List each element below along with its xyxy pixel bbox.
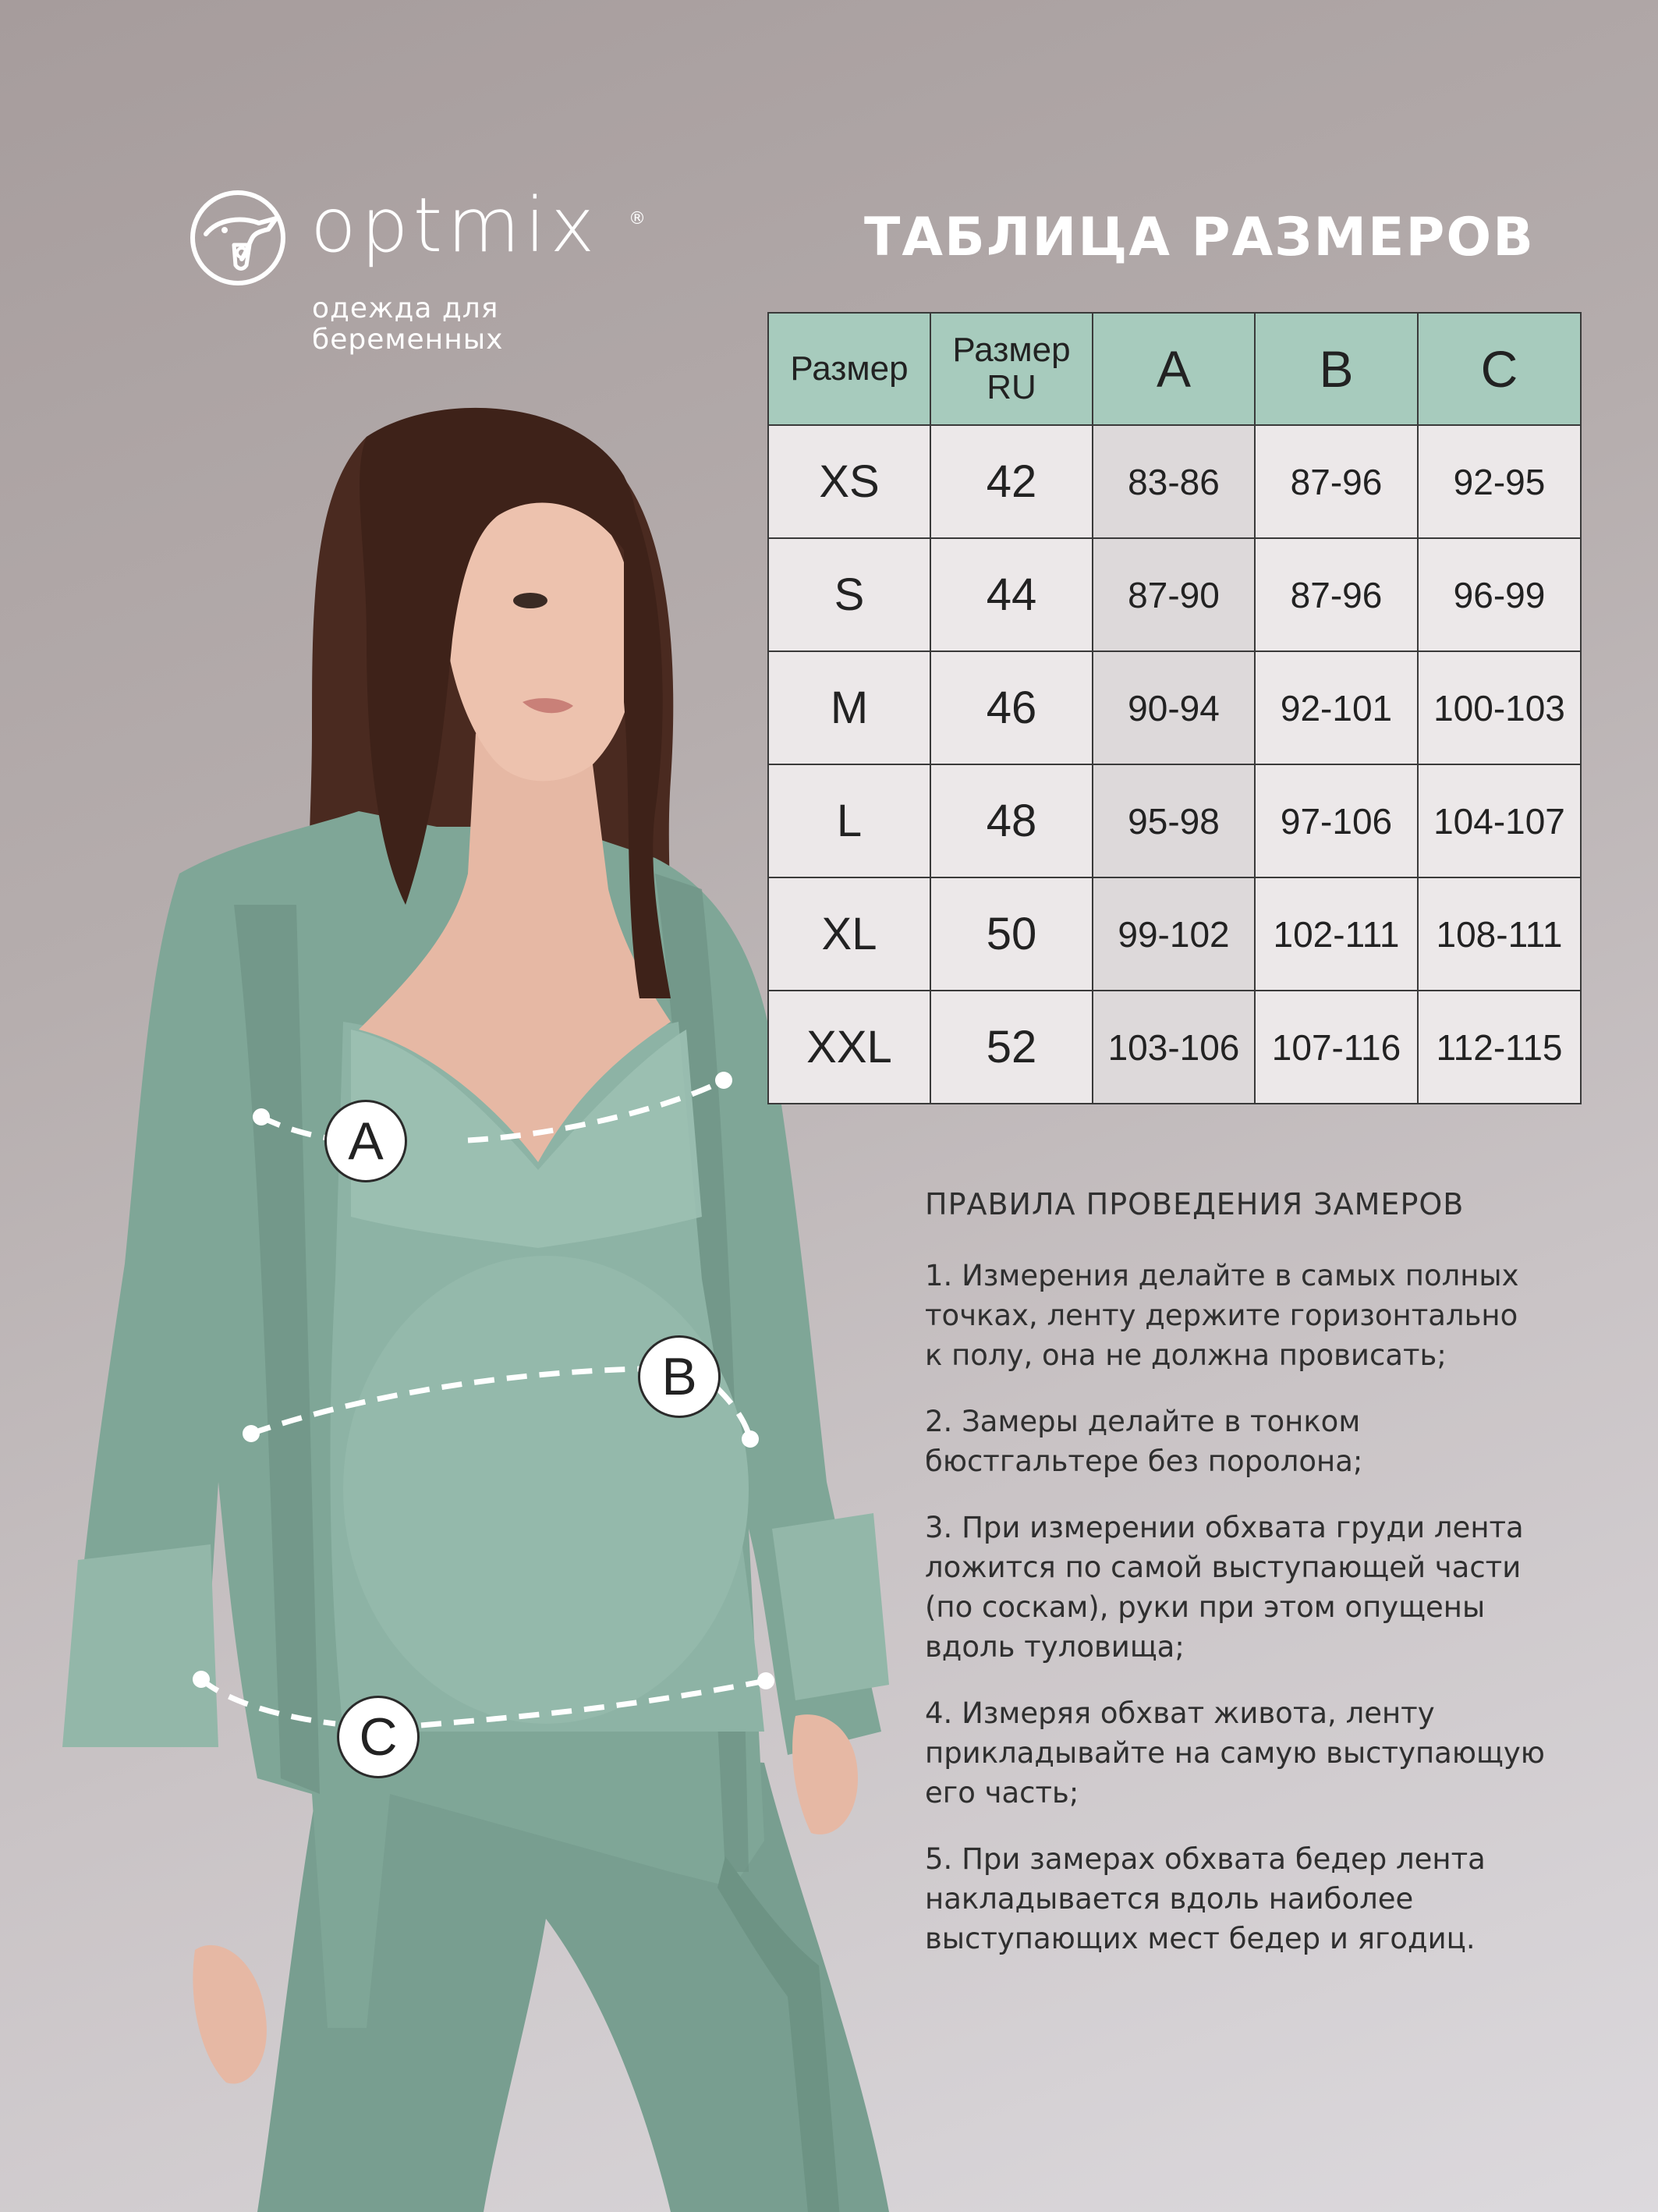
cell-ru: 52 bbox=[930, 991, 1093, 1104]
cell-b: 92-101 bbox=[1255, 651, 1418, 764]
belly bbox=[343, 1256, 749, 1724]
cell-b: 102-111 bbox=[1255, 877, 1418, 991]
size-table bbox=[767, 312, 1582, 1104]
header-b: B bbox=[1255, 313, 1418, 425]
left-cuff-lace bbox=[62, 1544, 218, 1747]
tagline-line-2: беременных bbox=[312, 324, 504, 356]
cell-a: 83-86 bbox=[1093, 425, 1255, 538]
cell-a: 95-98 bbox=[1093, 764, 1255, 877]
header-size: Размер bbox=[768, 313, 930, 425]
cell-ru: 48 bbox=[930, 764, 1093, 877]
rules-title: ПРАВИЛА ПРОВЕДЕНИЯ ЗАМЕРОВ bbox=[925, 1187, 1465, 1221]
marker-b: B bbox=[638, 1335, 721, 1418]
cell-a: 87-90 bbox=[1093, 538, 1255, 651]
table-row bbox=[768, 538, 1581, 651]
left-hand bbox=[193, 1945, 267, 2084]
cell-size: XS bbox=[768, 425, 930, 538]
cell-c: 100-103 bbox=[1418, 651, 1581, 764]
rule-line: 5. При замерах обхвата бедер лента bbox=[925, 1842, 1486, 1876]
rule-line: бюстгальтере без поролона; bbox=[925, 1445, 1363, 1478]
cell-a: 99-102 bbox=[1093, 877, 1255, 991]
rule-line: 4. Измеряя обхват живота, ленту bbox=[925, 1696, 1435, 1730]
cell-ru: 46 bbox=[930, 651, 1093, 764]
rule-line: накладывается вдоль наиболее bbox=[925, 1882, 1414, 1916]
cell-size: XXL bbox=[768, 991, 930, 1104]
cell-c: 96-99 bbox=[1418, 538, 1581, 651]
eye bbox=[513, 593, 547, 608]
rule-line: 2. Замеры делайте в тонком bbox=[925, 1405, 1361, 1438]
table-row bbox=[768, 877, 1581, 991]
cell-b: 87-96 bbox=[1255, 538, 1418, 651]
cell-c: 104-107 bbox=[1418, 764, 1581, 877]
rule-line: выступающих мест бедер и ягодиц. bbox=[925, 1922, 1476, 1955]
header-size-ru-line-1: Размер bbox=[952, 331, 1071, 369]
brand-name: optmix bbox=[310, 182, 600, 269]
cell-ru: 44 bbox=[930, 538, 1093, 651]
cell-ru: 42 bbox=[930, 425, 1093, 538]
rule-item bbox=[925, 1693, 1596, 1813]
rule-item bbox=[925, 1402, 1596, 1481]
size-table-title: ТАБЛИЦА РАЗМЕРОВ bbox=[864, 207, 1535, 268]
cell-a: 103-106 bbox=[1093, 991, 1255, 1104]
cell-size: M bbox=[768, 651, 930, 764]
header-c: C bbox=[1418, 313, 1581, 425]
marker-c: C bbox=[337, 1696, 420, 1778]
model-photo bbox=[0, 406, 889, 2212]
rule-line: прикладывайте на самую выступающую bbox=[925, 1736, 1545, 1770]
cell-size: L bbox=[768, 764, 930, 877]
rule-line: 1. Измерения делайте в самых полных bbox=[925, 1259, 1519, 1292]
header-size-ru bbox=[930, 313, 1093, 425]
model-illustration bbox=[0, 406, 889, 2212]
cell-c: 92-95 bbox=[1418, 425, 1581, 538]
table-row bbox=[768, 991, 1581, 1104]
rule-line: ложится по самой выступающей части bbox=[925, 1551, 1522, 1584]
table-row bbox=[768, 764, 1581, 877]
table-row bbox=[768, 425, 1581, 538]
rule-line: 3. При измерении обхвата груди лента bbox=[925, 1511, 1524, 1544]
header-a: A bbox=[1093, 313, 1255, 425]
cell-b: 87-96 bbox=[1255, 425, 1418, 538]
registered-mark: ® bbox=[629, 209, 646, 229]
cell-b: 97-106 bbox=[1255, 764, 1418, 877]
rule-item bbox=[925, 1256, 1596, 1375]
cell-c: 108-111 bbox=[1418, 877, 1581, 991]
cell-size: XL bbox=[768, 877, 930, 991]
stork-baby-logo-icon bbox=[187, 187, 289, 289]
rule-line: вдоль туловища; bbox=[925, 1630, 1185, 1664]
rule-item bbox=[925, 1508, 1596, 1667]
rule-item bbox=[925, 1839, 1596, 1959]
cell-ru: 50 bbox=[930, 877, 1093, 991]
brand bbox=[187, 182, 686, 367]
rule-line: его часть; bbox=[925, 1776, 1079, 1810]
cell-a: 90-94 bbox=[1093, 651, 1255, 764]
rule-line: (по соскам), руки при этом опущены bbox=[925, 1590, 1486, 1624]
brand-tagline bbox=[312, 293, 639, 356]
marker-a: A bbox=[324, 1100, 407, 1182]
rule-line: к полу, она не должна провисать; bbox=[925, 1338, 1447, 1372]
measuring-rules bbox=[925, 1187, 1596, 1985]
rule-line: точках, ленту держите горизонтально bbox=[925, 1299, 1518, 1332]
cell-b: 107-116 bbox=[1255, 991, 1418, 1104]
table-row bbox=[768, 651, 1581, 764]
size-table-header-row bbox=[768, 313, 1581, 425]
cell-size: S bbox=[768, 538, 930, 651]
header-size-ru-line-2: RU bbox=[987, 368, 1036, 406]
cell-c: 112-115 bbox=[1418, 991, 1581, 1104]
tagline-line-1: одежда для bbox=[312, 292, 499, 324]
